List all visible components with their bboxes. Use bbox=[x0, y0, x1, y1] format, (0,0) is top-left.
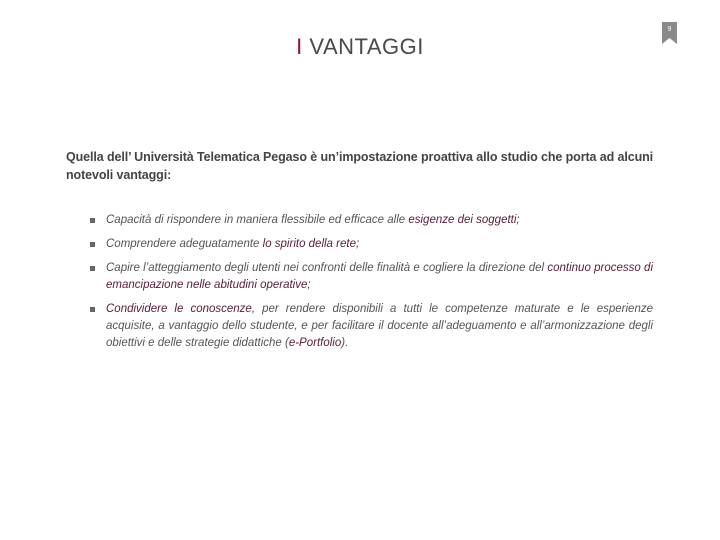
eportfolio-highlight: e-Portfolio bbox=[288, 337, 342, 349]
page-title bbox=[0, 34, 720, 60]
bullet-highlight: lo spirito della rete; bbox=[262, 238, 360, 250]
bullet-text-end: ). bbox=[341, 337, 349, 349]
bullet-highlight: continuo processo di emancipazione nelle abitudini operative; bbox=[106, 262, 653, 291]
bullet-marker bbox=[90, 242, 95, 247]
title-accent: I bbox=[296, 34, 303, 59]
bullet-highlight: Condividere le conoscenze, bbox=[106, 303, 256, 315]
bookmark-icon bbox=[662, 22, 677, 44]
title-text: VANTAGGI bbox=[309, 34, 424, 59]
bullet-text: Comprendere adeguatamente bbox=[106, 238, 263, 250]
intro-paragraph: Quella dell’ Università Telematica Pegaso è un’impostazione proattiva allo studio che porta ad alcuni notevoli vantaggi: bbox=[66, 150, 654, 182]
bullet-marker bbox=[90, 266, 95, 271]
list-item bbox=[90, 260, 653, 294]
list-item bbox=[90, 236, 653, 253]
bullet-highlight: esigenze dei soggetti; bbox=[408, 214, 520, 226]
bullet-marker bbox=[90, 307, 95, 312]
advantages-list bbox=[90, 212, 653, 359]
bullet-text: Capacità di rispondere in maniera flessibile ed efficace alle bbox=[106, 214, 409, 226]
page-number: 9 bbox=[667, 26, 672, 33]
bullet-marker bbox=[90, 218, 95, 223]
list-item bbox=[90, 301, 653, 352]
bullet-text: Capire l’atteggiamento degli utenti nei confronti delle finalità e cogliere la direzione del bbox=[106, 262, 548, 274]
bullet-text: per rendere disponibili a tutti le competenze maturate e le esperienze acquisite, a vantaggio dello studente, e per facilitare il docente all’adeguamento e all’armonizzazione degli obiettivi e delle strategie didattiche ( bbox=[106, 303, 653, 349]
list-item bbox=[90, 212, 653, 229]
